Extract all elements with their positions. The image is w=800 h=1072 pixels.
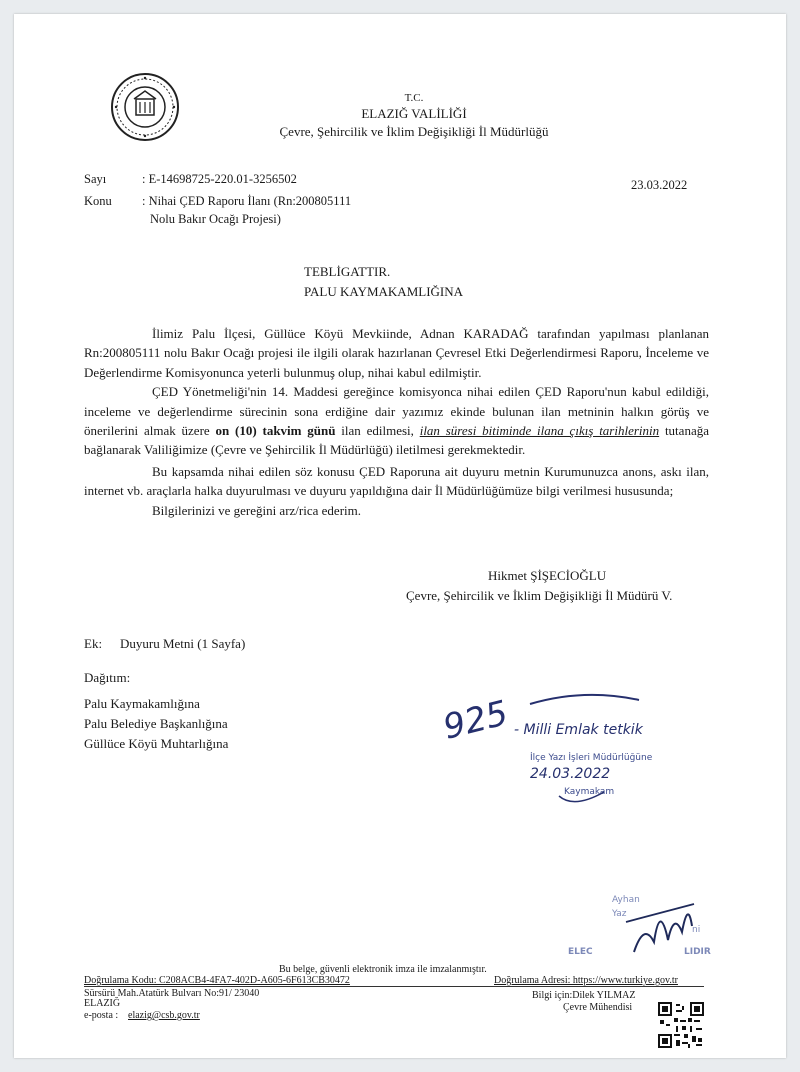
info-title: Çevre Mühendisi xyxy=(563,1002,633,1013)
distribution-label: Dağıtım: xyxy=(84,670,131,685)
notice-heading: TEBLİGATTIR. xyxy=(304,264,391,279)
document-date: 23.03.2022 xyxy=(631,178,688,192)
address-line-2: ELAZIĞ xyxy=(84,998,121,1009)
qr-code xyxy=(656,1000,706,1050)
stamp-text-2: Kaymakam xyxy=(564,787,615,797)
address-line-1: Sürsürü Mah.Atatürk Bulvarı No:91/ 23040 xyxy=(84,988,260,999)
email-link[interactable]: elazig@csb.gov.tr xyxy=(128,1010,200,1021)
recipient-heading: PALU KAYMAKAMLIĞINA xyxy=(304,284,464,299)
subject-label: Konu xyxy=(84,194,112,208)
paragraph-1: İlimiz Palu İlçesi, Güllüce Köyü Mevkiinde, Adnan KARADAĞ tarafından yapılması planlanan Rn:200805111 nolu Bakır Ocağı projesi ile ilgili olarak hazırlanan Çevresel Etki Değerlendirmesi Raporu, İnceleme ve Değerlendirme Komisyonunca yeterli bulunmuş olup, nihai kabul edilmiştir. xyxy=(84,326,709,380)
attachment-label: Ek: xyxy=(84,636,103,651)
lower-stamp-text-5: LIDIR xyxy=(684,947,711,957)
stamp-text-1: İlçe Yazı İşleri Müdürlüğüne xyxy=(530,753,653,763)
paragraph-4: Bilgilerinizi ve gereğini arz/rica ederim. xyxy=(152,502,361,518)
lower-stamp-text-2: Yaz xyxy=(612,909,627,919)
distribution-item-1: Palu Kaymakamlığına xyxy=(84,696,200,711)
document-page xyxy=(14,14,786,1058)
paragraph-2 xyxy=(84,382,709,460)
ministry-seal-logo xyxy=(110,72,180,142)
distribution-item-2: Palu Belediye Başkanlığına xyxy=(84,716,228,731)
p2-part-e: tutanağa bağlanarak Valiliğimize (Çevre ve Şehircilik İl Müdürlüğü) iletilmesi gerekmektedir. xyxy=(84,423,709,458)
lower-stamp-text-3: ni xyxy=(692,925,701,935)
lower-stamp-text-1: Ayhan xyxy=(612,895,640,905)
number-label: Sayı xyxy=(84,172,107,186)
footer-divider xyxy=(84,986,704,987)
p2-part-c: ilan edilmesi, xyxy=(335,423,420,439)
p2-duration: on (10) takvim günü xyxy=(215,423,336,439)
paragraph-3: Bu kapsamda nihai edilen söz konusu ÇED Raporuna ait duyuru metnin Kurumunuzca anons, askı ilan, internet vb. araçlarla halka duyurulması ve duyuru yapıldığına dair İl Müdürlüğümüze bilgi verilmesi hususunda; xyxy=(84,463,709,499)
stamp-date: 24.03.2022 xyxy=(530,766,611,782)
info-contact: Bilgi için:Dilek YILMAZ xyxy=(532,990,636,1001)
lower-stamp-signature xyxy=(564,882,734,972)
verification-code: Doğrulama Kodu: C208ACB4-4FA7-402D-A605-6F613CB30472 xyxy=(84,975,350,986)
handwritten-note: - Milli Emlak tetkik xyxy=(514,722,643,738)
subject-line-1: : Nihai ÇED Raporu İlanı (Rn:200805111 xyxy=(142,194,352,208)
email-label: e-posta : xyxy=(84,1010,119,1021)
signer-title: Çevre, Şehircilik ve İklim Değişikliği İl Müdürü V. xyxy=(406,588,673,603)
handwritten-number: 925 xyxy=(439,693,512,748)
p2-part-a: ÇED Yönetmeliği'nin 14. Maddesi gereğince komisyonca nihai edilen ÇED Raporu'nun kabul edildiği, inceleme ve değerlendirme sürecinin sona erdiğine dair yazımız ekinde bulunan ilan metninin halkın görüş ve önerilerini almak üzere xyxy=(84,384,709,439)
header-directorate: Çevre, Şehircilik ve İklim Değişikliği İl Müdürlüğü xyxy=(279,124,549,139)
letter-body xyxy=(84,324,709,520)
distribution-item-3: Güllüce Köyü Muhtarlığına xyxy=(84,736,229,751)
esign-note: Bu belge, güvenli elektronik imza ile imzalanmıştır. xyxy=(279,964,487,975)
verification-address: Doğrulama Adresi: https://www.turkiye.gov.tr xyxy=(494,975,678,986)
handwritten-annotation xyxy=(434,674,724,824)
header-tc: T.C. xyxy=(404,92,424,104)
attachment-value: Duyuru Metni (1 Sayfa) xyxy=(120,636,246,651)
lower-stamp-text-4: ELEC xyxy=(568,947,593,957)
signer-name: Hikmet ŞİŞECİOĞLU xyxy=(488,568,607,583)
header-governorship: ELAZIĞ VALİLİĞİ xyxy=(361,106,467,121)
p2-emphasis: ilan süresi bitiminde ilana çıkış tarihlerinin xyxy=(419,423,660,439)
number-value: : E-14698725-220.01-3256502 xyxy=(142,172,297,186)
subject-line-2: Nolu Bakır Ocağı Projesi) xyxy=(150,212,281,226)
